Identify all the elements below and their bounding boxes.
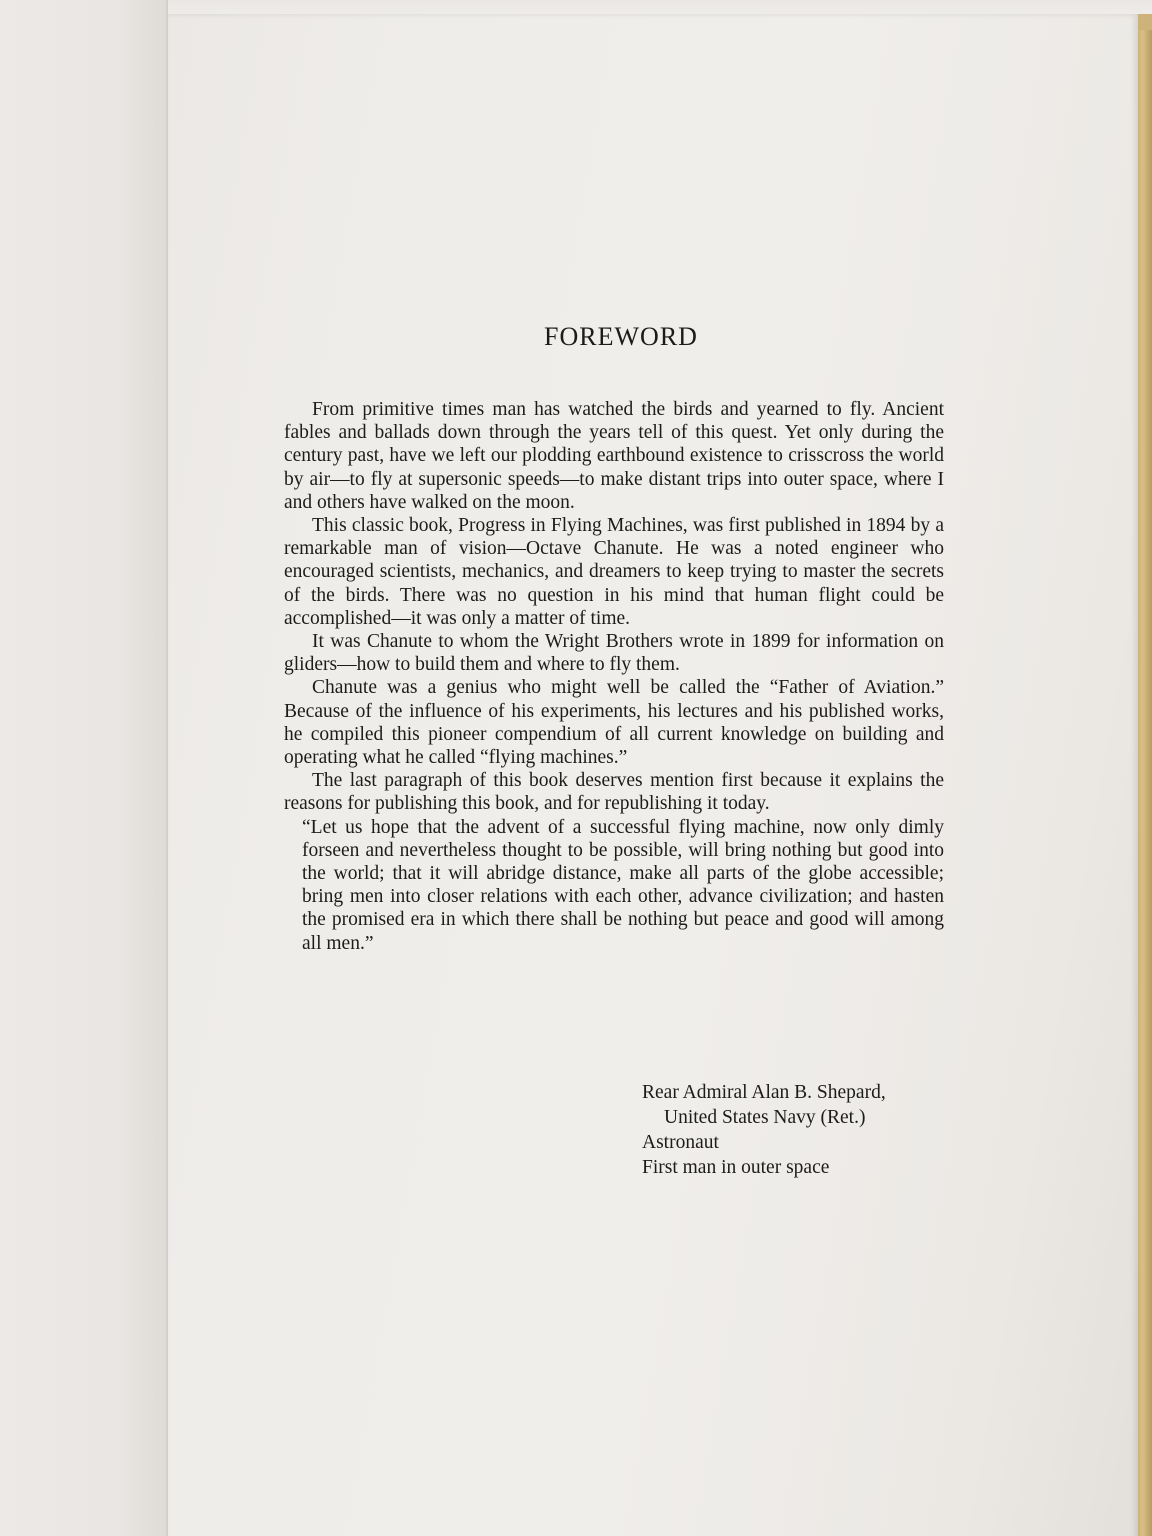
paragraph: This classic book, Progress in Flying Machines, was first published in 1894 by a remarkable man of vision—Octave Chanute. He was a noted engineer who encouraged scientists, mechanics, and dreamers to keep trying to master the secrets of the birds. There was no question in his mind that human flight could be accomplished—it was only a matter of time.: [284, 515, 944, 629]
paragraph: From primitive times man has watched the birds and yearned to fly. Ancient fables and ballads down through the years tell of this quest. Yet only during the century past, have we left our plodding earthbound existence to crisscross the world by air—to fly at supersonic speeds—to make distant trips into outer space, where I and others have walked on the moon.: [284, 399, 944, 513]
foreword-body: [284, 398, 944, 955]
signature-block: [642, 1080, 962, 1180]
signature-rank: United States Navy (Ret.): [664, 1107, 866, 1128]
quoted-paragraph: “Let us hope that the advent of a successful flying machine, now only dimly forseen and nevertheless thought to be possible, will bring nothing but good into the world; that it will abridge distance, make all parts of the globe accessible; bring men into closer relations with each other, advance civilization; and hasten the promised era in which there shall be nothing but peace and good will among all men.”: [302, 816, 944, 954]
facing-page: [0, 0, 168, 1536]
signature-role: Astronaut: [642, 1132, 719, 1153]
paragraph: Chanute was a genius who might well be called the “Father of Aviation.” Because of the influence of his experiments, his lectures and his published works, he compiled this pioneer compendium of all current knowledge on building and operating what he called “flying machines.”: [284, 677, 944, 769]
paragraph: The last paragraph of this book deserves mention first because it explains the reasons for publishing this book, and for republishing it today.: [284, 770, 944, 815]
signature-distinction: First man in outer space: [642, 1157, 830, 1178]
cover-edge: [1136, 30, 1152, 1536]
page-title: FOREWORD: [544, 322, 698, 351]
paragraph: It was Chanute to whom the Wright Brothers wrote in 1899 for information on gliders—how to build them and where to fly them.: [284, 631, 944, 676]
signature-name: Rear Admiral Alan B. Shepard,: [642, 1082, 886, 1103]
